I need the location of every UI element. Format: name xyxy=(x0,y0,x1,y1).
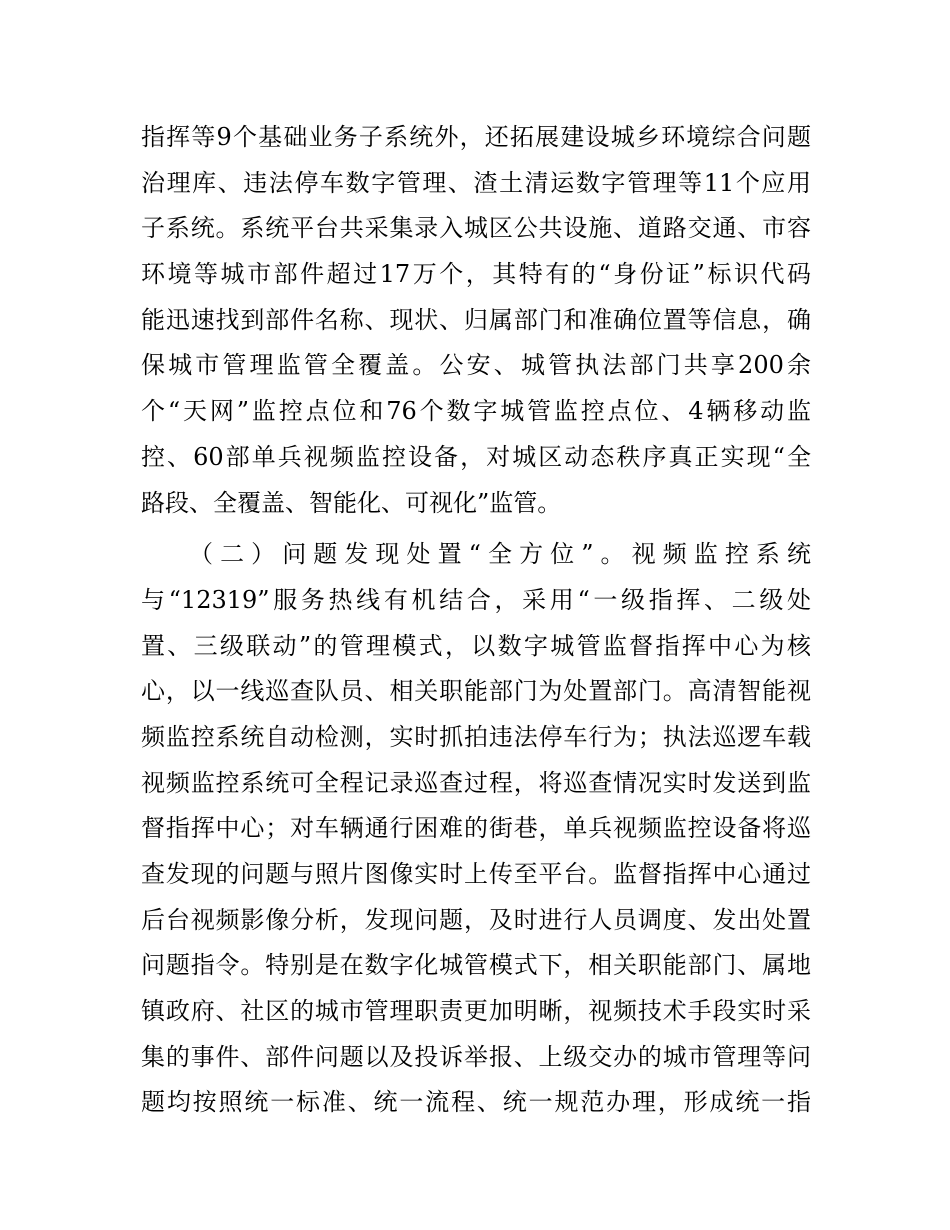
text-line: 置、三级联动”的管理模式，以数字城管监督指挥中心为核 xyxy=(141,631,811,660)
document-body xyxy=(141,115,811,1126)
text-line: 题均按照统一标准、统一流程、统一规范办理，形成统一指 xyxy=(141,1088,811,1117)
text-line: 能迅速找到部件名称、现状、归属部门和准确位置等信息，确 xyxy=(141,305,811,334)
text-line: 集的事件、部件问题以及投诉举报、上级交办的城市管理等问 xyxy=(141,1042,811,1071)
text-line: 问题指令。特别是在数字化城管模式下，相关职能部门、属地 xyxy=(141,951,811,980)
paragraph-1 xyxy=(141,115,811,526)
text-line: 治理库、违法停车数字管理、渣土清运数字管理等11个应用 xyxy=(141,168,811,197)
text-line: 指挥等9个基础业务子系统外，还拓展建设城乡环境综合问题 xyxy=(141,123,811,151)
text-line: 镇政府、社区的城市管理职责更加明晰，视频技术手段实时采 xyxy=(141,997,811,1026)
text-line: 心，以一线巡查队员、相关职能部门为处置部门。高清智能视 xyxy=(141,677,811,706)
text-line: 路段、全覆盖、智能化、可视化”监管。 xyxy=(141,488,562,517)
text-line: 保城市管理监管全覆盖。公安、城管执法部门共享200余 xyxy=(141,351,811,380)
text-line: 频监控系统自动检测，实时抓拍违法停车行为；执法巡逻车载 xyxy=(141,722,811,751)
text-line: 控、60部单兵视频监控设备，对城区动态秩序真正实现“全 xyxy=(141,442,811,471)
text-line: 环境等城市部件超过17万个，其特有的“身份证”标识代码 xyxy=(141,260,811,289)
text-line: 查发现的问题与照片图像实时上传至平台。监督指挥中心通过 xyxy=(141,860,811,888)
paragraph-2 xyxy=(141,532,811,1126)
text-line: 视频监控系统可全程记录巡查过程，将巡查情况实时发送到监 xyxy=(141,768,811,797)
text-line: 后台视频影像分析，发现问题，及时进行人员调度、发出处置 xyxy=(141,905,811,934)
text-line: 子系统。系统平台共采集录入城区公共设施、道路交通、市容 xyxy=(141,214,811,243)
text-line: 个“天网”监控点位和76个数字城管监控点位、4辆移动监 xyxy=(141,397,811,426)
text-line: 督指挥中心；对车辆通行困难的街巷，单兵视频监控设备将巡 xyxy=(141,814,811,843)
text-line: 与“12319”服务热线有机结合，采用“一级指挥、二级处 xyxy=(141,585,811,614)
section-heading-line: （二）问题发现处置“全方位”。视频监控系统 xyxy=(189,540,811,569)
